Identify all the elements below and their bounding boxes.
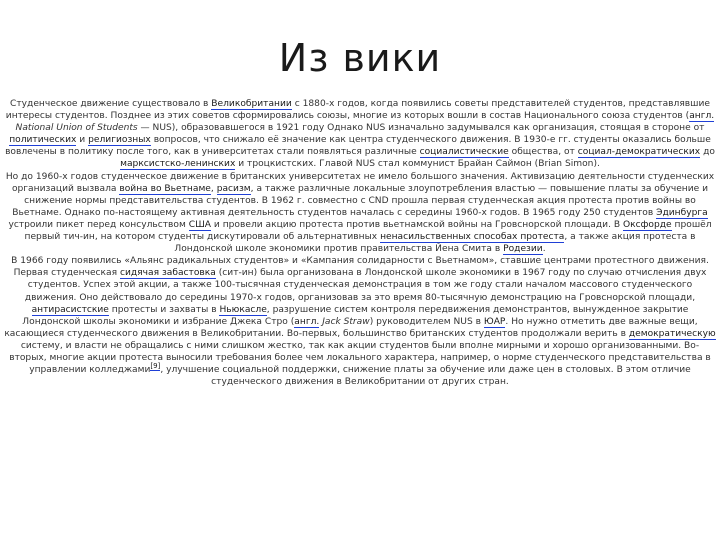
text-run: Студенческое движение существовало в — [10, 99, 212, 109]
paragraph — [4, 98, 716, 171]
text-run: — NUS), образовавшегося в 1921 году Однако NUS изначально задумывался как организация, стоящая в стороне от — [137, 123, 705, 134]
paragraph — [4, 255, 716, 388]
text-run: , улучшение социальной поддержки, снижение платы за обучение или даже цен в столовых. В этом отличие студенческого движения в Великобритании от других стран. — [160, 365, 691, 388]
text-run: , разрушение систем контроля передвижения демонстрантов, вынужденное закрытие Лондонской школы экономики и избрание Джека Стро ( — [22, 304, 689, 327]
text-run: и троцкистских. Главой NUS стал коммунист Брайан Саймон (Brian Simon). — [235, 159, 600, 170]
wiki-link[interactable]: марксистско-ленинских — [120, 159, 236, 170]
wiki-link[interactable]: антирасистские — [31, 304, 109, 315]
text-run: устроили пикет перед консульством — [8, 219, 189, 230]
text-run: и провели акцию протеста против вьетнамской войны на Гровснорской площади. В — [211, 219, 623, 230]
text-run: , а также акция протеста в Лондонской школе экономики против правительства Йена Смита в — [174, 232, 696, 255]
text-run: протесты и захваты в — [108, 304, 220, 315]
text-run: (сит-ин) была организована в Лондонской школе экономики в 1967 году по случаю отчисления двух студентов. Успех этой акции, а также 100-тысячная студенческая демонстрация в том же году стали началом массового студенческого движения. Оно действовало до середины 1970-х годов, организовав за это время 80-тысячную демонстрацию на Гровснорской площади, — [24, 268, 707, 303]
wiki-link[interactable]: Великобритании — [211, 99, 292, 109]
paragraph — [4, 171, 716, 256]
text-run: . Но нужно отметить две важные вещи, касающиеся студенческого движения в Великобритании. Во-первых, большинство британских студентов продолжали верить в — [4, 316, 698, 339]
wiki-link[interactable]: социалистические — [419, 147, 509, 158]
text-run: вопросов, что снижало её значение как центра студенческого движения. В 1930-е гг. студенты оказались больше вовлечены в политику после того, как в университетах стали появляться различные — [5, 135, 711, 158]
wiki-link[interactable]: сидячая забастовка — [119, 268, 216, 279]
text-run: , а также различные локальные злоупотребления властью — повышение платы за обучение и снижение нормы представительства студентов. В 1962 г. совместно с CND прошла первая студенческая акция протеста против войны во Вьетнаме. Однако по-настоящему активная деятельность студентов началась с середины 1960-х годов. В 1965 году 250 студентов — [12, 183, 709, 218]
italic-text: National Union of Students — [15, 123, 138, 134]
wiki-link[interactable]: англ. — [689, 111, 715, 122]
wiki-link[interactable]: ЮАР — [483, 316, 506, 327]
text-run: . — [542, 244, 546, 255]
wiki-link[interactable]: демократическую — [628, 328, 716, 339]
italic-text: Jack Straw — [319, 316, 370, 327]
wiki-link[interactable]: англ. — [294, 316, 320, 327]
text-run: В 1966 году появились «Альянс радикальных студентов» и «Кампания солидарности с Вьетнамом», ставшие центрами протестного движения. Первая студенческая — [11, 256, 709, 279]
wiki-link[interactable]: социал-демократических — [577, 147, 701, 158]
text-run: до — [700, 147, 715, 158]
text-run: ) руководителем NUS в — [369, 316, 484, 327]
wiki-link[interactable]: Оксфорде — [623, 219, 672, 230]
text-run: , — [210, 183, 217, 194]
text-run: систему, и власти не обращались с ними слишком жестко, так как акции студентов были вполне мирными и хорошо организованными. Во-вторых, многие акции протеста выносили требования более чем локального характера, например, о норме студенческого представительства в управлении колледжами — [9, 340, 711, 376]
text-run: и — [76, 135, 89, 146]
wiki-link[interactable]: США — [188, 219, 212, 230]
wiki-link[interactable]: Родезии — [503, 244, 543, 255]
wiki-link[interactable]: война во Вьетнаме — [119, 183, 211, 194]
wiki-link[interactable]: Ньюкасле — [219, 304, 267, 315]
slide-title: Из вики — [278, 36, 442, 80]
text-run: Но до 1960-х годов студенческое движение в британских университетах не имело большого значения. Активизацию деятельности студенческих организаций вызвала — [5, 171, 715, 194]
wiki-link[interactable]: политических — [9, 135, 77, 146]
wiki-link[interactable]: [9] — [150, 362, 161, 371]
wiki-link[interactable]: расизм — [216, 183, 251, 194]
text-run: общества, от — [508, 147, 578, 158]
wiki-link[interactable]: ненасильственных способах протеста — [380, 232, 565, 243]
article-body — [4, 98, 716, 388]
wiki-link[interactable]: религиозных — [88, 135, 151, 146]
text-run: с 1880-х годов, когда появились советы представителей студентов, представлявшие интересы студентов. Позднее из этих советов сформировались союзы, многие из которых вошли в состав Национального союза студентов ( — [5, 99, 710, 122]
text-run: прошёл первый тич-ин, на котором студенты дискутировали об альтернативных — [24, 219, 712, 243]
wiki-link[interactable]: Эдинбурга — [656, 207, 708, 218]
